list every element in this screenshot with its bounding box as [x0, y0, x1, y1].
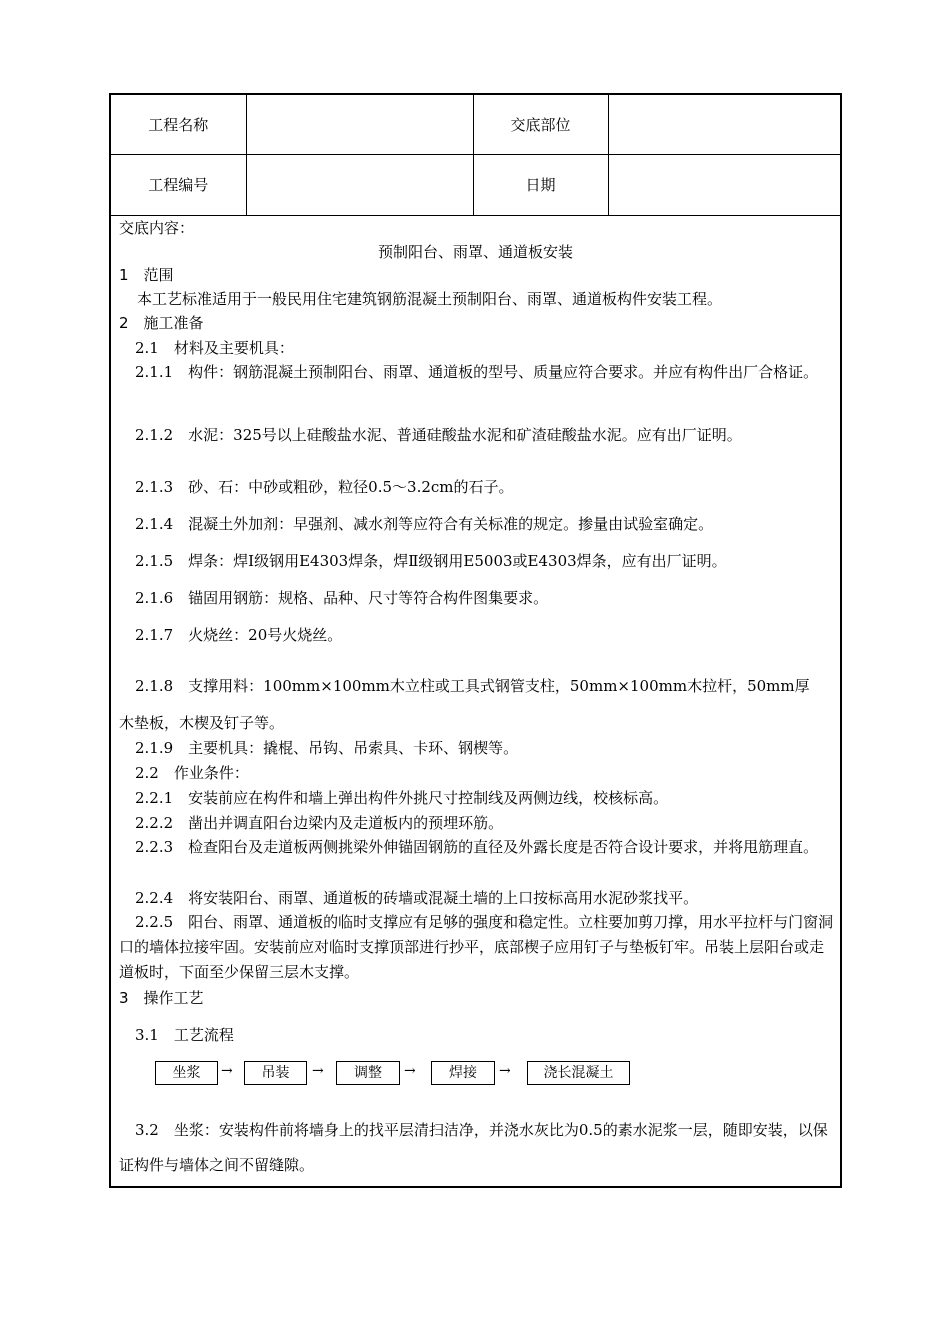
project-name-value[interactable] — [246, 95, 473, 154]
flow-step-3: 调整 — [336, 1061, 400, 1085]
item-2-2: 2.2 作业条件： — [135, 764, 249, 782]
date-label: 日期 — [473, 154, 608, 215]
item-2-1-9: 2.1.9 主要机具：撬棍、吊钩、吊索具、卡环、钢楔等。 — [135, 739, 519, 757]
item-2-2-5: 2.2.5 阳台、雨罩、通道板的临时支撑应有足够的强度和稳定性。立柱要加剪刀撑，用水平拉杆与门窗洞口的墙体拉接牢固。安装前应对临时支撑顶部进行抄平，底部楔子应用钉子与垫板钉牢。吊装上层阳台或走道板时，下面至少保留三层木支撑。 — [119, 913, 834, 981]
item-2-2-1: 2.2.1 安装前应在构件和墙上弹出构件外挑尺寸控制线及两侧边线，校核标高。 — [135, 789, 669, 807]
item-2-1-8-cont: 木垫板，木楔及钉子等。 — [119, 714, 285, 732]
item-2-2-4: 2.2.4 将安装阳台、雨罩、通道板的砖墙或混凝土墙的上口按标高用水泥砂浆找平。 — [135, 889, 699, 907]
item-2-1: 2.1 材料及主要机具： — [135, 339, 294, 357]
flow-step-2: 吊装 — [244, 1061, 307, 1085]
flow-step-4: 焊接 — [431, 1061, 495, 1085]
flow-arrow-4: → — [499, 1063, 511, 1079]
location-value[interactable] — [608, 95, 840, 154]
header-table — [111, 95, 840, 216]
item-3-1: 3.1 工艺流程 — [135, 1026, 234, 1044]
flow-arrow-2: → — [312, 1063, 324, 1079]
location-label: 交底部位 — [473, 95, 608, 154]
section-2-heading: 2 施工准备 — [119, 314, 204, 332]
flow-step-5: 浇长混凝土 — [527, 1061, 630, 1085]
section-3-heading: 3 操作工艺 — [119, 989, 204, 1007]
disclosure-sheet — [109, 93, 842, 1188]
section-1-text: 本工艺标准适用于一般民用住宅建筑钢筋混凝土预制阳台、雨罩、通道板构件安装工程。 — [137, 290, 723, 308]
item-2-1-6: 2.1.6 锚固用钢筋：规格、品种、尺寸等符合构件图集要求。 — [135, 589, 549, 607]
intro-label: 交底内容： — [119, 219, 195, 237]
item-2-1-8: 2.1.8 支撑用料：100mm×100mm木立柱或工具式钢管支柱，50mm×100mm木拉杆，50mm厚 — [135, 677, 810, 695]
item-2-1-1: 2.1.1 构件：钢筋混凝土预制阳台、雨罩、通道板的型号、质量应符合要求。并应有构件出厂合格证。 — [135, 363, 819, 381]
project-no-value[interactable] — [246, 154, 473, 215]
item-2-2-3: 2.2.3 检查阳台及走道板两侧挑梁外伸锚固钢筋的直径及外露长度是否符合设计要求，并将甩筋理直。 — [135, 838, 819, 856]
item-2-1-7: 2.1.7 火烧丝：20号火烧丝。 — [135, 626, 343, 644]
project-name-label: 工程名称 — [111, 95, 246, 154]
date-value[interactable] — [608, 154, 840, 215]
item-3-2: 3.2 坐浆：安装构件前将墙身上的找平层清扫洁净，并浇水灰比为0.5的素水泥浆一层，随即安装，以保证构件与墙体之间不留缝隙。 — [119, 1121, 828, 1174]
item-2-1-5: 2.1.5 焊条：焊Ⅰ级钢用E4303焊条，焊Ⅱ级钢用E5003或E4303焊条，应有出厂证明。 — [135, 552, 727, 570]
flow-step-1: 坐浆 — [155, 1061, 218, 1085]
section-1-heading: 1 范围 — [119, 266, 174, 284]
flow-arrow-1: → — [221, 1063, 233, 1079]
project-no-label: 工程编号 — [111, 154, 246, 215]
flow-arrow-3: → — [404, 1063, 416, 1079]
item-2-1-3: 2.1.3 砂、石：中砂或粗砂，粒径0.5～3.2cm的石子。 — [135, 478, 514, 496]
item-2-1-4: 2.1.4 混凝土外加剂：早强剂、减水剂等应符合有关标准的规定。掺量由试验室确定。 — [135, 515, 714, 533]
item-2-1-2: 2.1.2 水泥：325号以上硅酸盐水泥、普通硅酸盐水泥和矿渣硅酸盐水泥。应有出厂证明。 — [135, 426, 742, 444]
item-2-2-2: 2.2.2 凿出并调直阳台边梁内及走道板内的预埋环筋。 — [135, 814, 504, 832]
document-title: 预制阳台、雨罩、通道板安装 — [377, 243, 573, 261]
